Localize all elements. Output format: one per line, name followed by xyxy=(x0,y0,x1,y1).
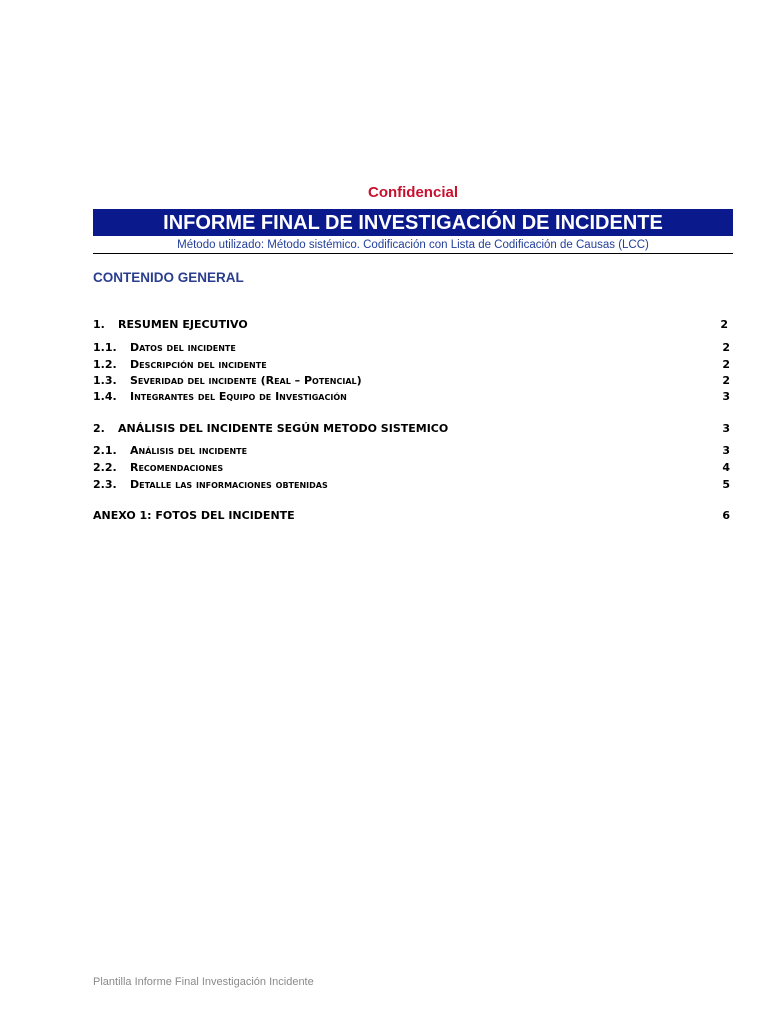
toc-number: 2. xyxy=(93,422,105,435)
toc-page-number: 2 xyxy=(722,358,730,371)
toc-label: Análisis del incidente xyxy=(130,444,248,457)
toc-entry-1[interactable] xyxy=(93,318,730,334)
toc-entry-1-4[interactable] xyxy=(93,390,730,406)
toc-label: ANEXO 1: FOTOS DEL INCIDENTE xyxy=(93,509,295,522)
toc-number: 1.4. xyxy=(93,390,117,403)
toc-page-number: 2 xyxy=(722,341,730,354)
toc-number: 1.1. xyxy=(93,341,117,354)
method-subtitle: Método utilizado: Método sistémico. Codificación con Lista de Codificación de Causas (LCC) xyxy=(177,239,649,251)
page-footer: Plantilla Informe Final Investigación Incidente xyxy=(93,976,314,988)
toc-number: 1.2. xyxy=(93,358,117,371)
contents-heading: CONTENIDO GENERAL xyxy=(93,270,244,285)
toc-label: Descripción del incidente xyxy=(130,358,267,371)
confidential-label: Confidencial xyxy=(367,184,458,201)
toc-page-number: 3 xyxy=(722,390,730,403)
toc-entry-1-3[interactable] xyxy=(93,374,730,390)
toc-entry-annex-1[interactable] xyxy=(93,509,730,525)
toc-entry-1-1[interactable] xyxy=(93,341,730,357)
toc-page-number: 5 xyxy=(722,478,730,491)
toc-page-number: 3 xyxy=(722,422,730,435)
toc-entry-2-3[interactable] xyxy=(93,478,730,494)
report-title: INFORME FINAL DE INVESTIGACIÓN DE INCIDENTE xyxy=(93,209,733,236)
toc-number: 1. xyxy=(93,318,105,331)
toc-number: 2.2. xyxy=(93,461,117,474)
toc-number: 2.3. xyxy=(93,478,117,491)
toc-page-number: 6 xyxy=(722,509,730,522)
toc-label: ANÁLISIS DEL INCIDENTE SEGÚN METODO SISTEMICO xyxy=(118,422,449,435)
toc-page-number: 4 xyxy=(722,461,730,474)
toc-label: Recomendaciones xyxy=(130,461,224,474)
toc-entry-2[interactable] xyxy=(93,422,730,438)
toc-page-number: 3 xyxy=(722,444,730,457)
toc-entry-2-1[interactable] xyxy=(93,444,730,460)
toc-page-number: 2 xyxy=(722,374,730,387)
divider-line xyxy=(93,253,733,254)
toc-label: Detalle las informaciones obtenidas xyxy=(130,478,328,491)
toc-label: Severidad del incidente (Real – Potencial) xyxy=(130,374,362,387)
toc-page-number: 2 xyxy=(720,318,728,331)
toc-label: RESUMEN EJECUTIVO xyxy=(118,318,248,331)
toc-label: Integrantes del Equipo de Investigación xyxy=(130,390,347,403)
toc-entry-2-2[interactable] xyxy=(93,461,730,477)
toc-label: Datos del incidente xyxy=(130,341,236,354)
toc-number: 1.3. xyxy=(93,374,117,387)
toc-number: 2.1. xyxy=(93,444,117,457)
toc-entry-1-2[interactable] xyxy=(93,358,730,374)
